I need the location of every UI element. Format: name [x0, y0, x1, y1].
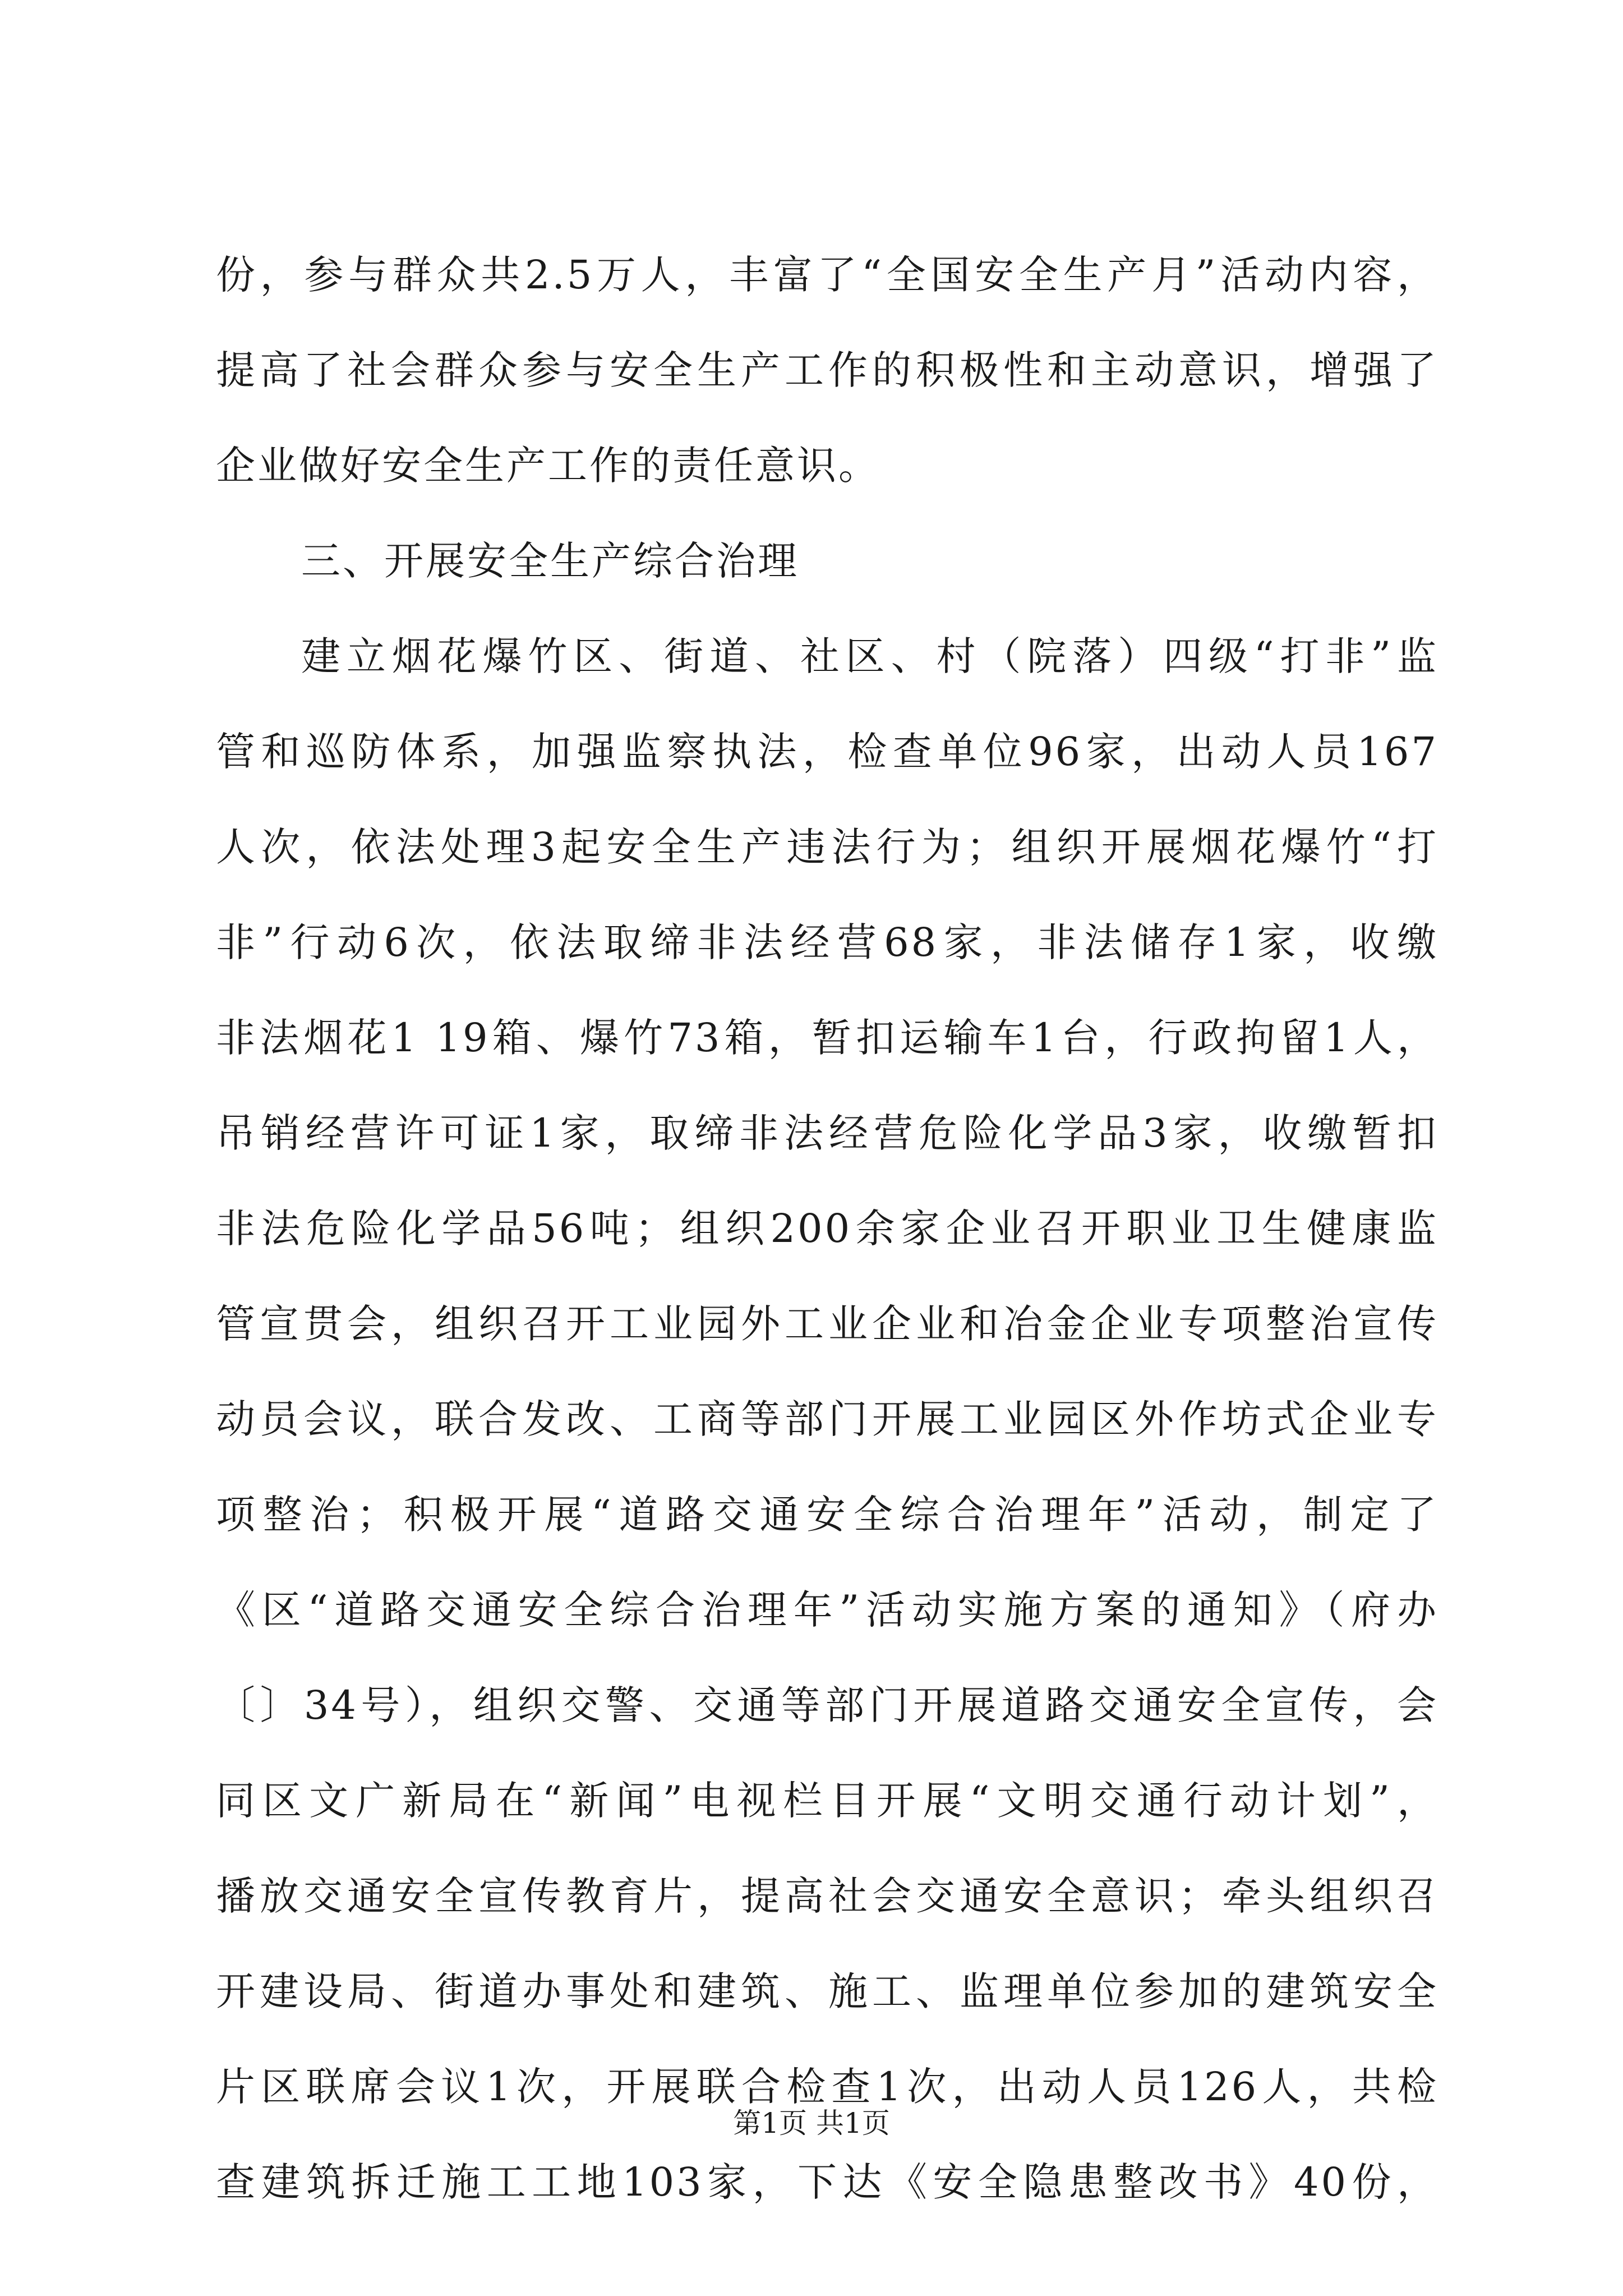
text-line: 查建筑拆迁施工工地103家，下达《安全隐患整改书》40份， [216, 2159, 1438, 2205]
page-footer: 第1页 共1页 [733, 2107, 890, 2139]
text-line: 非法烟花1 19箱、爆竹73箱，暂扣运输车1台，行政拘留1人， [216, 1015, 1438, 1061]
text-line: 管宣贯会，组织召开工业园外工业企业和冶金企业专项整治宣传 [216, 1301, 1438, 1347]
text-line: 吊销经营许可证1家，取缔非法经营危险化学品3家，收缴暂扣 [216, 1110, 1438, 1156]
text-line: 项整治；积极开展“道路交通安全综合治理年”活动，制定了 [216, 1492, 1438, 1538]
text-line: 《区“道路交通安全综合治理年”活动实施方案的通知》（府办 [216, 1587, 1438, 1633]
text-line: 〔〕34号），组织交警、交通等部门开展道路交通安全宣传，会 [216, 1682, 1438, 1728]
text-line: 非法危险化学品56吨；组织200余家企业召开职业卫生健康监 [216, 1205, 1438, 1251]
text-line: 企业做好安全生产工作的责任意识。 [216, 443, 880, 489]
text-line: 片区联席会议1次，开展联合检查1次，出动人员126人，共检 [216, 2064, 1438, 2110]
text-line: 提高了社会群众参与安全生产工作的积极性和主动意识，增强了 [216, 347, 1438, 393]
text-line: 播放交通安全宣传教育片，提高社会交通安全意识；牵头组织召 [216, 1873, 1438, 1919]
text-line: 开建设局、街道办事处和建筑、施工、监理单位参加的建筑安全 [216, 1968, 1438, 2014]
text-line: 建立烟花爆竹区、街道、社区、村（院落）四级“打非”监 [301, 633, 1438, 679]
body-text [216, 227, 1438, 2230]
section-heading: 三、开展安全生产综合治理 [301, 538, 799, 584]
text-line: 动员会议，联合发改、工商等部门开展工业园区外作坊式企业专 [216, 1396, 1438, 1442]
text-line: 同区文广新局在“新闻”电视栏目开展“文明交通行动计划”， [216, 1778, 1438, 1824]
text-line: 人次，依法处理3起安全生产违法行为；组织开展烟花爆竹“打 [216, 824, 1438, 870]
text-line: 份，参与群众共2.5万人，丰富了“全国安全生产月”活动内容， [216, 252, 1438, 298]
text-line: 非”行动6次，依法取缔非法经营68家，非法储存1家，收缴 [216, 919, 1438, 965]
text-line: 管和巡防体系，加强监察执法，检查单位96家，出动人员167 [216, 729, 1438, 775]
